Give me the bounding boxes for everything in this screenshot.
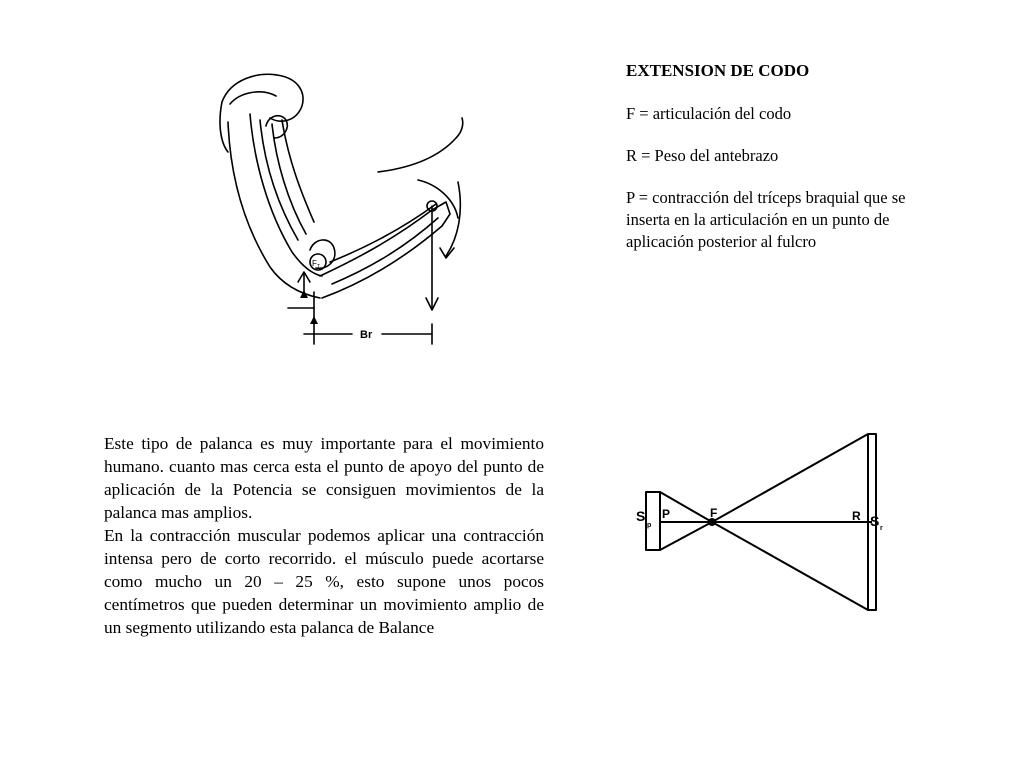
elbow-extension-illustration [210,62,480,352]
sr-label: S [870,513,880,529]
lever-explanation [104,432,544,639]
extension-notes [626,60,946,273]
notes-title: EXTENSION DE CODO [626,61,810,80]
r-label: R [852,509,861,523]
note-r: R = Peso del antebrazo [626,146,779,165]
sp-label: S [636,508,646,524]
fulcrum-label: F [312,259,317,268]
sp-sub-label: p [647,522,652,529]
sr-sub-label: r [880,525,883,532]
note-f: F = articulación del codo [626,104,792,123]
f-label: F [710,506,718,520]
p-label: P [662,507,671,521]
lever-balance-diagram [632,422,892,636]
br-label: Br [360,329,373,341]
note-p: P = contracción del tríceps braquial que se inserta en la articulación en un punto de aplicación posterior al fulcro [626,188,906,251]
paragraph-lever-importance: Este tipo de palanca es muy importante para el movimiento humano. cuanto mas cerca esta el punto de apoyo del punto de aplicación de la Potencia se consiguen movimientos de la palanca mas amplios. [104,434,544,522]
paragraph-muscle-contraction: En la contracción muscular podemos aplicar una contracción intensa pero de corto recorrido. el músculo puede acortarse como mucho un 20 – 25 %, esto supone unos pocos centímetros que pueden determinar un movimiento amplio de un segmento utilizando esta palanca de Balance [104,526,544,637]
fulcrum-sub-label: T [317,264,321,270]
